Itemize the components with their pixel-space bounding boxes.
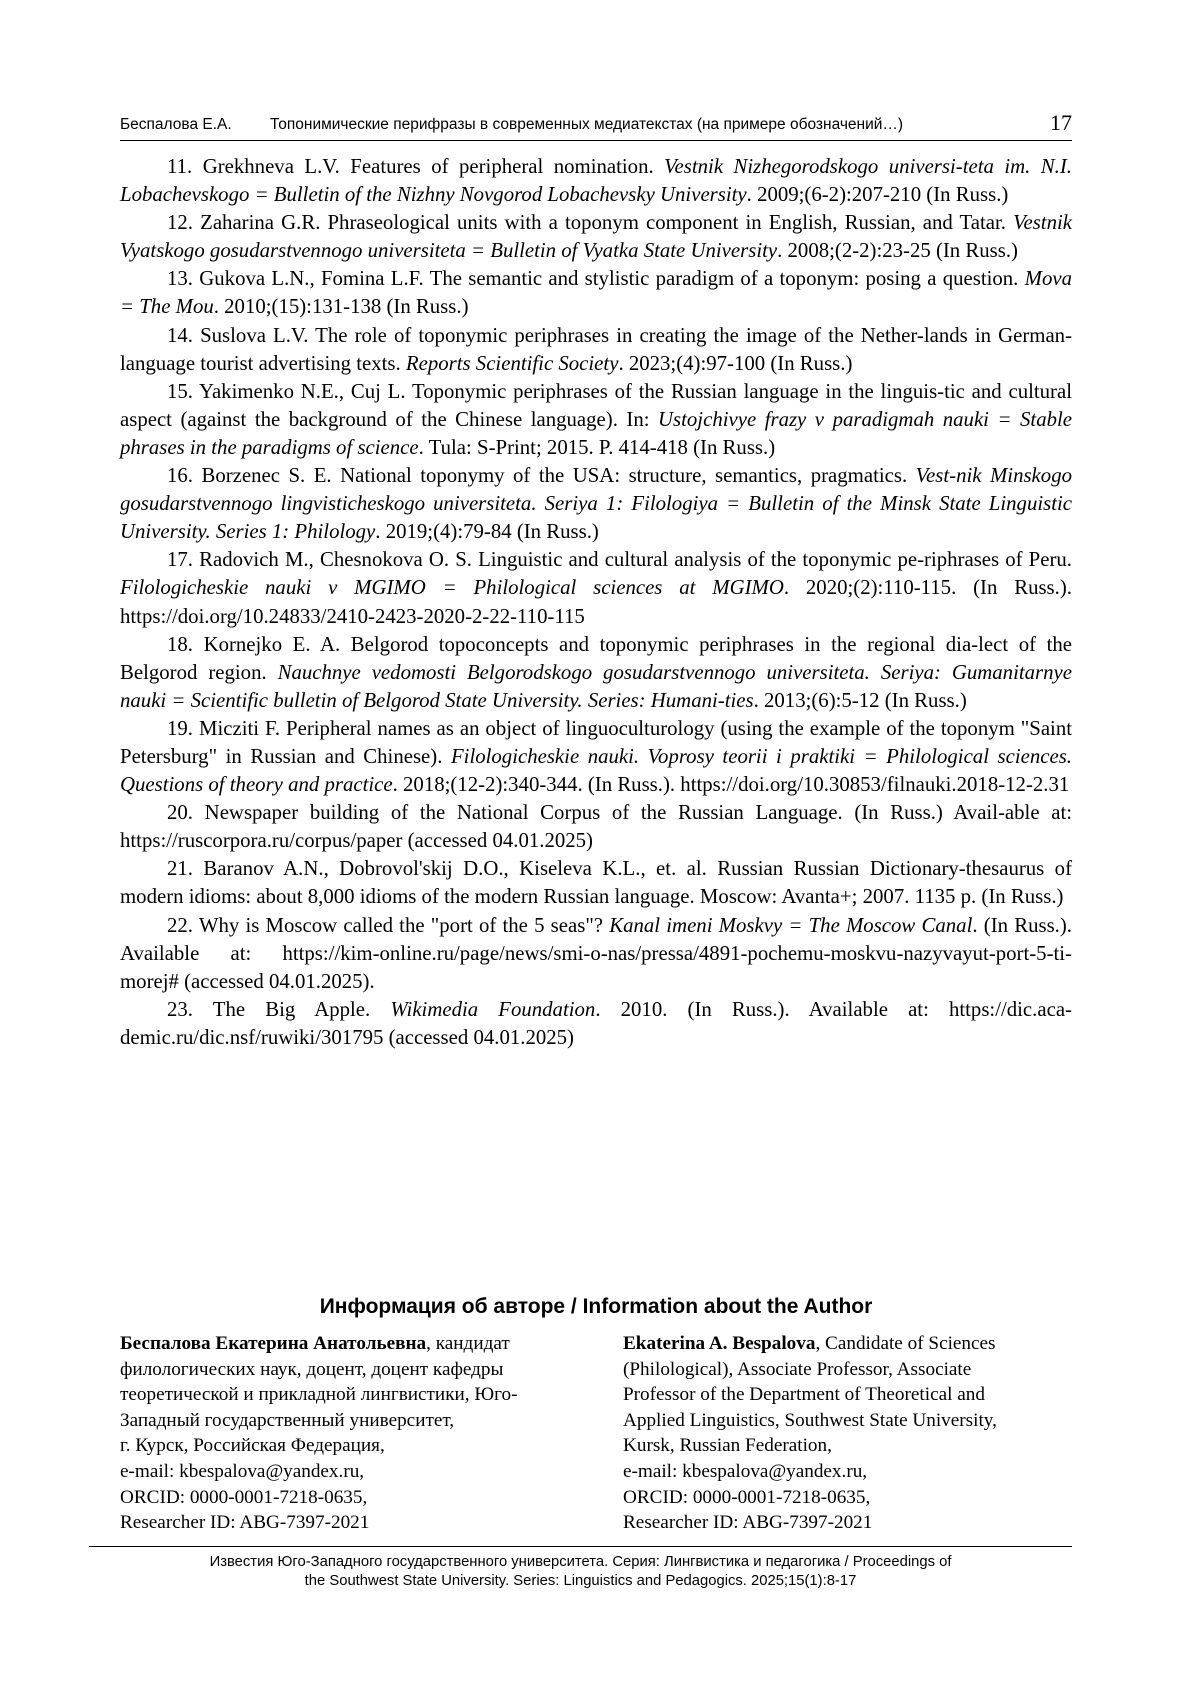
author-info-en-line: (Philological), Associate Professor, Associate bbox=[623, 1358, 972, 1380]
reference-text: pochemu-moskvu-nazyvayut-port-5-ti-morej# (accessed 04.01.2025). bbox=[120, 941, 1072, 993]
author-info-en-line: Professor of the Department of Theoretical and bbox=[623, 1384, 985, 1406]
reference-source-italic: Kanal imeni Moskvy = The Moscow bbox=[609, 913, 916, 937]
reference-source-italic: Filologicheskie nauki v MGIMO = Philological sciences at MGIMO bbox=[120, 576, 784, 600]
reference-source-italic: Wikimedia Foundation bbox=[390, 997, 596, 1021]
reference-text: 2008;(2-2):23-25 (In Russ.) bbox=[787, 239, 1018, 263]
reference-number: 22. bbox=[167, 913, 193, 937]
running-head-author: Беспалова Е.А. bbox=[120, 116, 232, 133]
reference-source-italic: Vestnik Nizhegorodskogo universi- bbox=[664, 155, 963, 178]
reference-entry bbox=[120, 378, 1072, 462]
reference-number: 14. bbox=[167, 323, 193, 347]
reference-entry bbox=[120, 153, 1072, 209]
reference-text: . (In Russ.). Available at: https://kim-online.ru/page/news/smi-o-nas/pressa/4891- bbox=[120, 913, 1072, 965]
reference-text: demic.ru/dic.nsf/ruwiki/301795 (accessed 04.01.2025) bbox=[120, 1025, 574, 1049]
author-info-english bbox=[623, 1331, 1073, 1536]
reference-entry bbox=[120, 462, 1072, 546]
journal-footer bbox=[89, 1553, 1072, 1591]
author-orcid-ru: ORCID: 0000-0001-7218-0635, bbox=[120, 1486, 368, 1508]
reference-text: Micziti F. Peripheral names as an object of linguoculturology (using the example of the bbox=[198, 716, 935, 740]
reference-text: . bbox=[746, 183, 752, 207]
reference-number: 16. bbox=[167, 464, 193, 488]
reference-text: Zaharina G.R. Phraseological units with a toponym component in English, Russian, and bbox=[200, 211, 953, 235]
reference-source-italic: of the Minsk State Linguistic University. Series 1: Philology bbox=[120, 492, 1072, 544]
reference-number: 13. bbox=[167, 267, 193, 291]
reference-text: tic and cultural aspect (against the background of the Chinese language). In: bbox=[120, 379, 1072, 431]
reference-number: 17. bbox=[167, 548, 193, 572]
reference-entry bbox=[120, 265, 1072, 321]
reference-text: Russ.). https://doi.org/10.30853/filnauki.2018-12-2.31 bbox=[617, 773, 1070, 797]
reference-text: . bbox=[777, 239, 783, 263]
reference-text: 2009;(6-2):207-210 (In Russ.) bbox=[757, 183, 1009, 207]
reference-text: Tatar. bbox=[959, 211, 1014, 235]
reference-text: . 2010;(15):131-138 (In Russ.) bbox=[213, 295, 469, 319]
reference-number: 19. bbox=[167, 716, 193, 740]
reference-text: (In Russ.) bbox=[770, 351, 853, 375]
author-info-en-line: Kursk, Russian Federation, bbox=[623, 1435, 832, 1457]
reference-entry bbox=[120, 715, 1072, 799]
author-name-ru: Беспалова Екатерина Анатольевна bbox=[120, 1333, 427, 1354]
author-email-en: e-mail: kbespalova@yandex.ru, bbox=[623, 1460, 868, 1482]
reference-text: . 2013;(6):5-12 (In Russ.) bbox=[753, 688, 967, 712]
reference-text: . 2019;(4):79-84 (In Russ.) bbox=[375, 520, 599, 544]
reference-entry bbox=[120, 996, 1072, 1052]
footer-divider bbox=[89, 1546, 1072, 1547]
reference-source-italic: nik Minskogo gosudarstvennogo lingvisticheskogo universiteta. Seriya 1: Filologiya = Bulletin bbox=[120, 464, 1072, 516]
author-info-ru-line: теоретической и прикладной лингвистики, Юго- bbox=[120, 1384, 518, 1406]
reference-text: Baranov A.N., Dobrovol'skij D.O., Kiseleva K.L., et. al. Russian Russian Dictionary- bbox=[203, 857, 966, 881]
reference-text: . 2023;(4):97-100 bbox=[618, 351, 766, 375]
reference-entry bbox=[120, 631, 1072, 715]
reference-text: . 2018;(12-2):340-344. (In bbox=[392, 773, 613, 797]
running-head bbox=[120, 112, 1072, 134]
reference-text: The Big Apple. bbox=[212, 997, 391, 1021]
reference-text: Yakimenko N.E., Cuj L. Toponymic periphrases of the Russian language in the linguis- bbox=[199, 379, 945, 403]
reference-text: Kornejko E. A. Belgorod topoconcepts and toponymic periphrases in the regional dia- bbox=[203, 632, 979, 656]
reference-number: 21. bbox=[167, 857, 193, 881]
reference-entry bbox=[120, 546, 1072, 630]
running-head-title: Топонимические перифразы в современных медиатекстах (на примере обозначений…) bbox=[270, 116, 904, 133]
author-info-russian bbox=[120, 1331, 590, 1536]
author-info-en-line: Applied Linguistics, Southwest State University, bbox=[623, 1409, 997, 1431]
reference-text: thesaurus of modern idioms: about 8,000 idioms of the modern Russian language. Moscow: bbox=[120, 857, 1073, 909]
author-researcher-id-en: Researcher ID: ABG-7397-2021 bbox=[623, 1512, 873, 1534]
author-info-ru-line: г. Курск, Российская Федерация, bbox=[120, 1435, 385, 1457]
reference-source-italic: Canal bbox=[921, 913, 973, 937]
reference-text: lect of the Belgorod region. bbox=[120, 632, 1072, 684]
reference-source-italic: ties bbox=[724, 688, 754, 712]
reference-source-italic: Ustojchivye frazy v bbox=[658, 407, 825, 431]
reference-source-italic: Filologicheskie nauki. Voprosy teorii i bbox=[450, 744, 782, 768]
reference-entry bbox=[120, 855, 1072, 911]
reference-text: toponym "Saint Petersburg" in Russian and Chinese). bbox=[120, 716, 1073, 768]
footer-line: the Southwest State University. Series: Linguistics and Pedagogics. 2025;15(1):8-17 bbox=[304, 1573, 857, 1589]
reference-list bbox=[120, 153, 1072, 1052]
reference-source-italic: Seriya: Gumanitarnye nauki = Scientific bulletin of Belgorod State University. Series: Humani- bbox=[120, 660, 1072, 712]
reference-text: riphrases of Peru. bbox=[924, 548, 1072, 572]
reference-number: 11. bbox=[167, 155, 193, 178]
author-info-ru-line: Беспалова Екатерина Анатольевна, кандидат bbox=[120, 1333, 510, 1354]
reference-text: Grekhneva L.V. Features of peripheral nomination. bbox=[202, 155, 665, 178]
reference-text: 2020;(2):110-115. (In Russ.). https://doi.org/10.24833/2410-2423-2020-2-22-110-115 bbox=[120, 576, 1072, 628]
reference-text: . Tula: S-Print; 2015. P. 414-418 bbox=[418, 435, 688, 459]
reference-entry bbox=[120, 799, 1072, 855]
reference-entry bbox=[120, 912, 1072, 996]
reference-text: Newspaper building of the National Corpus of the Russian Language. (In Russ.) Avail- bbox=[204, 801, 1005, 825]
reference-number: 12. bbox=[167, 211, 193, 235]
author-info-en-line: Ekaterina A. Bespalova, Candidate of Sciences bbox=[623, 1333, 996, 1354]
reference-text: Suslova L.V. The role of toponymic periphrases in creating the image of the Nether- bbox=[200, 323, 924, 347]
reference-source-italic: praktiki = Philological sciences. Questions of theory and practice bbox=[120, 744, 1073, 797]
reference-text: able at: https://ruscorpora.ru/corpus/paper (accessed 04.01.2025) bbox=[120, 801, 1073, 853]
reference-text: Radovich M., Chesnokova O. S. Linguistic and cultural analysis of the toponymic pe- bbox=[199, 548, 925, 572]
reference-text: . 2010. (In Russ.). Available at: https://dic.aca- bbox=[595, 997, 1072, 1021]
reference-text: question. bbox=[942, 267, 1025, 291]
reference-text: Why is Moscow called the "port of the 5 seas"? bbox=[198, 913, 610, 937]
footer-line: Известия Юго-Западного государственного университета. Серия: Лингвистика и педагогика / Proceedings of bbox=[209, 1554, 952, 1570]
reference-source-italic: paradigmah nauki = Stable phrases in the paradigms of science bbox=[120, 407, 1072, 459]
reference-source-italic: Nauchnye vedomosti Belgorodskogo gosudarstvennogo universiteta. bbox=[277, 660, 870, 684]
reference-number: 20. bbox=[167, 801, 193, 825]
author-info-heading: Информация об авторе / Information about the Author bbox=[319, 1295, 873, 1318]
reference-number: 15. bbox=[167, 379, 193, 403]
author-researcher-id-ru: Researcher ID: ABG-7397-2021 bbox=[120, 1512, 370, 1534]
reference-text: . bbox=[783, 576, 790, 600]
reference-source-italic: Vestnik Vyatskogo gosudarstvennogo universiteta = Bulletin of Vyatka State University bbox=[120, 211, 1072, 263]
reference-text: Avanta+; 2007. 1135 p. (In Russ.) bbox=[781, 885, 1064, 909]
reference-text: lands in German-language tourist advertising texts. bbox=[120, 323, 1072, 375]
author-orcid-en: ORCID: 0000-0001-7218-0635, bbox=[623, 1486, 871, 1508]
reference-number: 18. bbox=[167, 632, 193, 656]
author-email-ru: e-mail: kbespalova@yandex.ru, bbox=[120, 1460, 365, 1482]
author-info-ru-line: филологических наук, доцент, доцент кафедры bbox=[120, 1358, 504, 1380]
author-name-en: Ekaterina A. Bespalova bbox=[623, 1333, 816, 1354]
reference-source-italic: Reports Scientific Society bbox=[405, 351, 619, 375]
reference-source-italic: teta im. N.I. Lobachevskogo = Bulletin of the Nizhny Novgorod Lobachevsky University bbox=[120, 155, 1072, 207]
reference-text: (In Russ.) bbox=[693, 435, 776, 459]
page-number: 17 bbox=[1050, 110, 1072, 135]
header-divider bbox=[120, 140, 1072, 141]
reference-text: Borzenec S. E. National toponymy of the USA: structure, semantics, pragmatics. bbox=[201, 464, 916, 488]
reference-entry bbox=[120, 209, 1072, 265]
reference-source-italic: Vest- bbox=[915, 464, 957, 488]
reference-number: 23. bbox=[167, 997, 193, 1021]
reference-entry bbox=[120, 322, 1072, 378]
author-info-ru-line: Западный государственный университет, bbox=[120, 1409, 455, 1431]
reference-source-italic: Mova = The Mou bbox=[120, 267, 1072, 319]
reference-text: Gukova L.N., Fomina L.F. The semantic and stylistic paradigm of a toponym: posing a bbox=[199, 267, 937, 291]
